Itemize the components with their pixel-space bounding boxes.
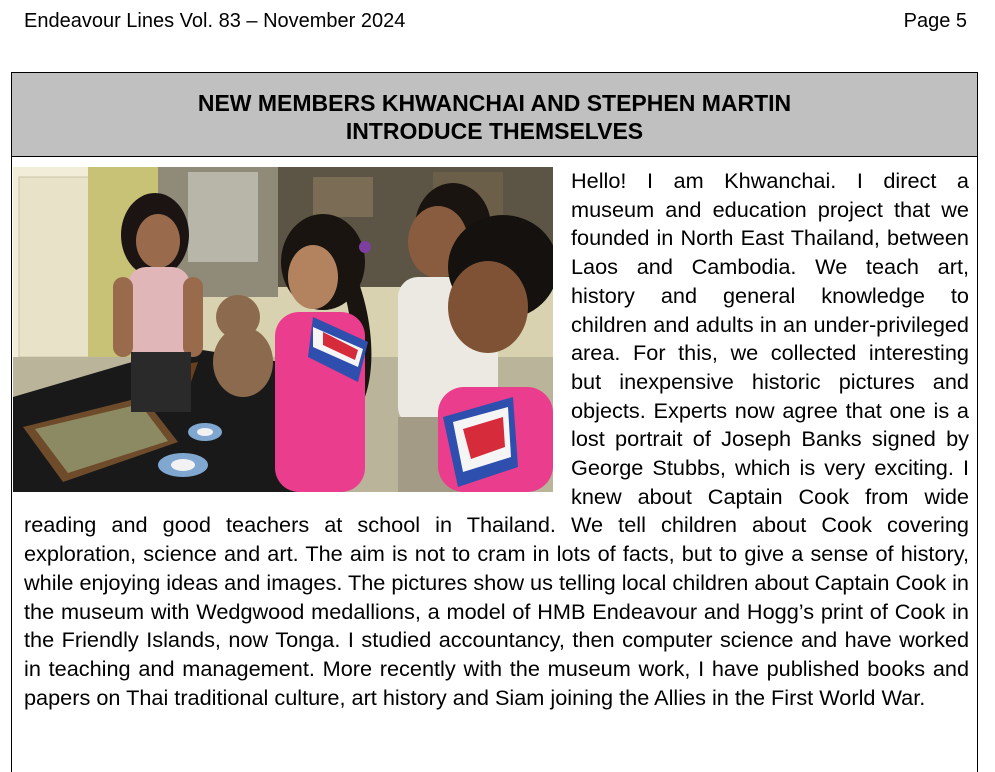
article-body [24, 167, 969, 712]
article-title-line-2: INTRODUCE THEMSELVES [345, 118, 644, 144]
museum-photo [13, 167, 553, 492]
article-text: Hello! I am Khwanchai. I direct a museum and education project that we founded in North East Thailand, between Laos and Cambodia. We teach art, history and general knowledge to children and adults in an under-privileged area. For this, we collected interesting but inexpensive historic pictures and objects. Experts now agree that one is a lost portrait of Joseph Banks signed by George Stubbs, which is very exciting. I knew about Captain Cook from wide reading and good teachers at school in Thailand. We tell children about Cook covering exploration, science and art. The aim is not to cram in lots of facts, but to give a sense of history, while enjoying ideas and images. The pictures show us telling local children about Captain Cook in the museum with Wedgwood medallions, a model of HMB Endeavour and Hogg’s print of Cook in the Friendly Islands, now Tonga. I studied accountancy, then computer science and have worked in teaching and management. More recently with the museum work, I have published books and papers on Thai traditional culture, art history and Siam joining the Allies in the First World War. [24, 168, 969, 710]
publication-title: Endeavour Lines Vol. 83 – November 2024 [24, 10, 406, 32]
article-title-line-1: NEW MEMBERS KHWANCHAI AND STEPHEN MARTIN [197, 90, 792, 116]
page-number: Page 5 [903, 10, 967, 32]
article-box [11, 72, 978, 772]
article-title [12, 73, 977, 157]
page-header [24, 9, 967, 33]
